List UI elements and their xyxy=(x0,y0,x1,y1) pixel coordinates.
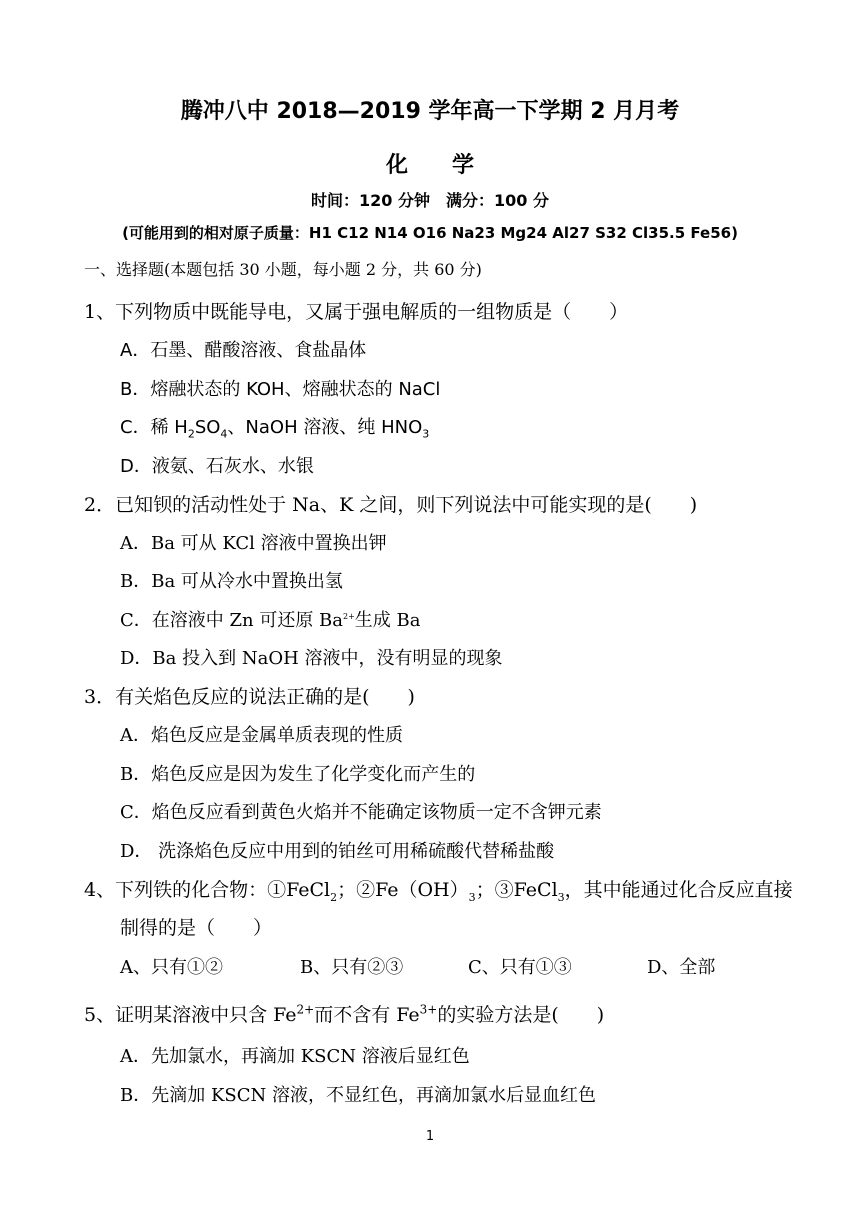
question-1-option-b: B．熔融状态的 KOH、熔融状态的 NaCl xyxy=(120,379,441,400)
text: 的实验方法是( ) xyxy=(437,1004,605,1026)
question-2-option-b: B．Ba 可从冷水中置换出氢 xyxy=(120,571,343,592)
text: ；③FeCl xyxy=(475,879,558,901)
subscript: 3 xyxy=(557,890,565,904)
text: 5、证明某溶液中只含 Fe xyxy=(84,1004,297,1026)
question-1-option-d: D．液氨、石灰水、水银 xyxy=(120,456,314,477)
exam-title: 腾冲八中 2018—2019 学年高一下学期 2 月月考 xyxy=(180,99,680,124)
question-1-stem: 1、下列物质中既能导电，又属于强电解质的一组物质是（ ） xyxy=(84,301,629,323)
text: C．稀 H xyxy=(120,417,188,438)
subscript: 4 xyxy=(220,427,228,441)
question-4-options xyxy=(120,953,715,979)
question-2-option-a: A．Ba 可从 KCl 溶液中置换出钾 xyxy=(120,533,387,554)
text: 生成 Ba xyxy=(354,610,421,631)
subscript: 3 xyxy=(422,427,430,441)
question-4-option-a: A、只有①② xyxy=(120,957,223,978)
text: 、NaOH 溶液、纯 HNO xyxy=(227,417,423,438)
subscript: 2 xyxy=(187,427,195,441)
atomic-mass-note: (可能用到的相对原子质量：H1 C12 N14 O16 Na23 Mg24 Al27 S32 Cl35.5 Fe56) xyxy=(122,224,738,242)
text: SO xyxy=(194,417,221,438)
question-4-option-c: C、只有①③ xyxy=(468,957,572,978)
section-heading: 一、选择题(本题包括 30 小题，每小题 2 分，共 60 分) xyxy=(84,260,482,279)
question-2-stem: 2．已知钡的活动性处于 Na、K 之间，则下列说法中可能实现的是( ) xyxy=(84,494,698,516)
subscript: 3 xyxy=(468,890,476,904)
question-5-stem xyxy=(84,1000,604,1027)
question-2-option-d: D．Ba 投入到 NaOH 溶液中，没有明显的现象 xyxy=(120,648,503,669)
time-info: 时间：120 分钟 满分：100 分 xyxy=(311,191,549,210)
text: C．在溶液中 Zn 可还原 Ba xyxy=(120,610,343,631)
question-4-option-d: D、全部 xyxy=(647,957,716,978)
text: ，其中能通过化合反应直接 xyxy=(564,879,793,901)
text: 而不含有 Fe xyxy=(314,1004,420,1026)
superscript: 2+ xyxy=(343,612,355,621)
page-number: 1 xyxy=(425,1129,435,1144)
question-5-option-a: A．先加氯水，再滴加 KSCN 溶液后显红色 xyxy=(120,1046,470,1067)
question-3-option-b: B．焰色反应是因为发生了化学变化而产生的 xyxy=(120,764,476,785)
question-3-option-a: A．焰色反应是金属单质表现的性质 xyxy=(120,725,403,746)
question-5-option-b: B．先滴加 KSCN 溶液，不显红色，再滴加氯水后显血红色 xyxy=(120,1085,596,1106)
question-4-stem xyxy=(84,875,793,904)
subject-title: 化 学 xyxy=(385,153,474,178)
question-2-option-c xyxy=(120,606,420,632)
text: ；②Fe（OH） xyxy=(337,879,469,901)
subscript: 2 xyxy=(330,890,338,904)
question-3-stem: 3．有关焰色反应的说法正确的是( ) xyxy=(84,686,415,708)
question-4-option-b: B、只有②③ xyxy=(300,957,404,978)
superscript: 2+ xyxy=(296,1002,315,1017)
question-1-option-a: A．石墨、醋酸溶液、食盐晶体 xyxy=(120,340,367,361)
text: 4、下列铁的化合物：①FeCl xyxy=(84,879,331,901)
question-1-option-c xyxy=(120,413,429,441)
question-3-option-c: C．焰色反应看到黄色火焰并不能确定该物质一定不含钾元素 xyxy=(120,802,602,823)
superscript: 3+ xyxy=(419,1002,438,1017)
question-4-stem-line-2: 制得的是（ ） xyxy=(120,917,273,939)
question-3-option-d: D． 洗涤焰色反应中用到的铂丝可用稀硫酸代替稀盐酸 xyxy=(120,841,555,862)
